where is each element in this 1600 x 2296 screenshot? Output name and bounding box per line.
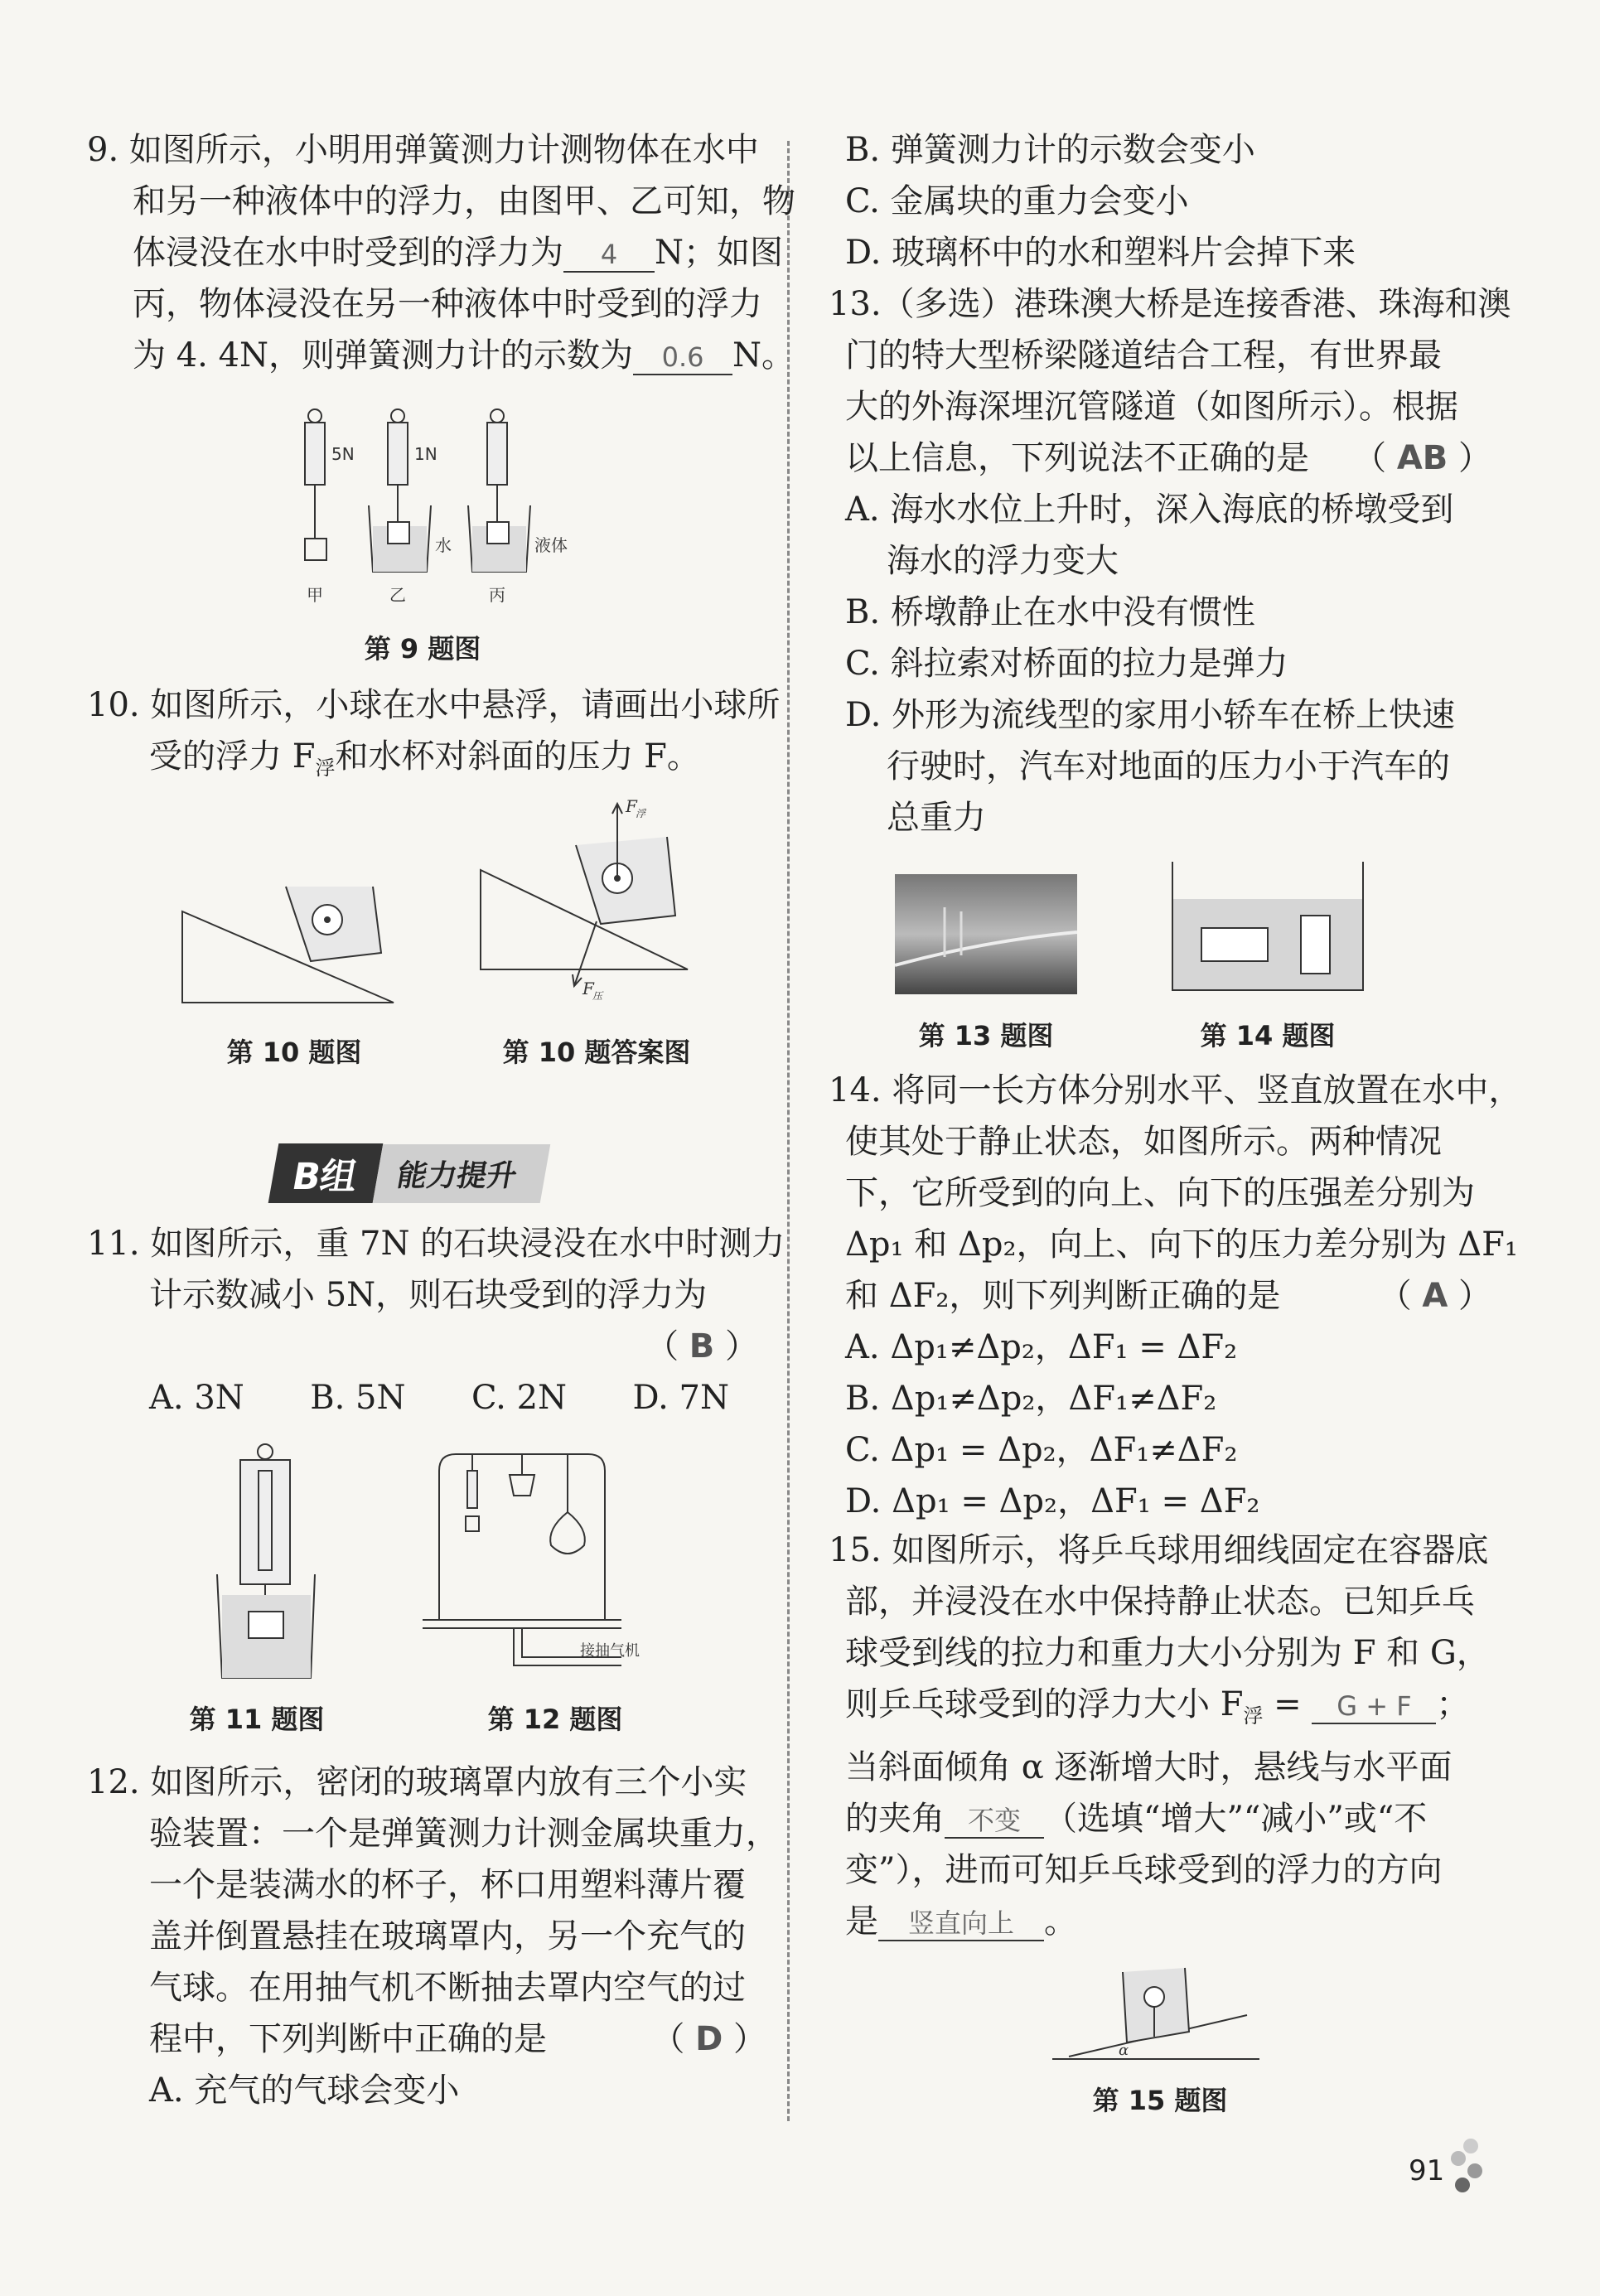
q9-line-4: 丙，物体浸没在另一种液体中时受到的浮力 (133, 285, 762, 323)
q13-caption: 第 13 题图 (918, 1020, 1054, 1051)
q13-option-a-2: 海水的浮力变大 (887, 542, 1119, 580)
q12-option-c: C. 金属块的重力会变小 (845, 182, 1189, 220)
q12-option-a: A. 充气的气球会变小 (149, 2071, 460, 2110)
q13-line-2: 门的特大型桥梁隧道结合工程，有世界最 (845, 336, 1442, 375)
q13-line-3: 大的外海深埋沉管隧道（如图所示）。根据 (845, 388, 1458, 426)
q13-option-d-2: 行驶时，汽车对地面的压力小于汽车的 (887, 747, 1450, 785)
q14-option-d: D. Δp₁ = Δp₂，ΔF₁ = ΔF₂ (845, 1482, 1260, 1520)
q9-label-yi: 乙 (389, 585, 406, 605)
q11-caption: 第 11 题图 (189, 1704, 325, 1735)
q14-line-2: 使其处于静止状态，如图所示。两种情况 (845, 1123, 1442, 1161)
q14-line-3: 下，它所受到的向上、向下的压强差分别为 (845, 1174, 1475, 1212)
q14-figure (1168, 858, 1367, 994)
q11-option-c: C. 2N (471, 1379, 568, 1417)
q15-line-3: 球受到线的拉力和重力大小分别为 F 和 G， (845, 1634, 1490, 1672)
question-12 (87, 1757, 779, 2116)
q13-option-c: C. 斜拉索对桥面的拉力是弹力 (845, 645, 1288, 683)
q14-line-5: 和 ΔF₂，则下列判断正确的是 （ A ） (829, 1270, 1491, 1322)
q9-answer-1: 4 (563, 238, 655, 273)
q15-figure (1052, 1955, 1268, 2071)
q10-figure (178, 862, 410, 1011)
q10-f-down-label: F (582, 979, 594, 998)
section-title: 能力提升 (372, 1144, 550, 1203)
q13-option-d-3: 总重力 (887, 799, 986, 837)
q14-line-1: 14. 将同一长方体分别水平、竖直放置在水中， (829, 1071, 1522, 1109)
q14-option-b: B. Δp₁≠Δp₂，ΔF₁≠ΔF₂ (845, 1380, 1217, 1418)
q9-label-1n: 1N (414, 444, 437, 464)
question-9 (87, 124, 795, 381)
q15-line-8: 是 竖直向上 。 (845, 1902, 1077, 1941)
q12-caption: 第 12 题图 (487, 1704, 623, 1735)
q15-answer-1: G + F (1312, 1689, 1436, 1724)
q12-line-1: 12. 如图所示，密闭的玻璃罩内放有三个小实 (87, 1763, 747, 1801)
q9-line-3: 体浸没在水中时受到的浮力为 4 N；如图 (133, 234, 783, 272)
q15-line-4: 则乒乓球受到的浮力大小 $F_浮 = G + F$ ； (845, 1685, 1470, 1728)
q11-options (87, 1372, 729, 1424)
q12-line-2: 验装置：一个是弹簧测力计测金属块重力， (149, 1815, 779, 1853)
q11-answer: B (689, 1327, 715, 1366)
q10-answer-caption: 第 10 题答案图 (502, 1037, 691, 1068)
q12-line-3: 一个是装满水的杯子，杯口用塑料薄片覆 (149, 1866, 746, 1904)
question-14 (829, 1065, 1522, 1527)
q12-pump-label: 接抽气机 (580, 1642, 640, 1660)
q14-answer: A (1422, 1277, 1448, 1315)
q12-option-d: D. 玻璃杯中的水和塑料片会掉下来 (845, 234, 1356, 272)
q12-answer: D (695, 2020, 723, 2058)
q9-caption: 第 9 题图 (364, 633, 481, 665)
q10-f-up-label: F (626, 796, 637, 816)
q15-line-1: 15. 如图所示，将乒乓球用细线固定在容器底 (829, 1531, 1489, 1569)
left-column (87, 124, 795, 381)
question-11 (87, 1218, 785, 1424)
q13-bridge-photo (895, 874, 1077, 994)
q15-line-7: 变”），进而可知乒乓球受到的浮力的方向 (845, 1851, 1443, 1889)
page-number: 91 (1409, 2154, 1445, 2187)
q13-option-d-1: D. 外形为流线型的家用小轿车在桥上快速 (845, 696, 1456, 734)
q14-option-a: A. Δp₁≠Δp₂，ΔF₁ = ΔF₂ (845, 1328, 1238, 1366)
q12-line-5: 气球。在用抽气机不断抽去罩内空气的过 (149, 1969, 746, 2007)
q12-line-6: 程中，下列判断中正确的是 （ D ） (87, 2013, 766, 2065)
q9-label-bing: 丙 (489, 585, 505, 605)
q14-option-c: C. Δp₁ = Δp₂，ΔF₁≠ΔF₂ (845, 1431, 1238, 1469)
q13-line-1: 13.（多选）港珠澳大桥是连接香港、珠海和澳 (829, 285, 1511, 323)
q15-answer-2: 不变 (945, 1804, 1044, 1839)
q15-line-6: 的夹角 不变 （选填“增大”“减小”或“不 (845, 1800, 1428, 1838)
q10-caption: 第 10 题图 (226, 1037, 362, 1068)
q15-answer-3: 竖直向上 (878, 1907, 1044, 1941)
question-10 (87, 679, 781, 794)
q15-line-5: 当斜面倾角 α 逐渐增大时，悬线与水平面 (845, 1748, 1453, 1786)
section-group: B组 (268, 1143, 383, 1203)
q10-line-2: 受的浮力 $F_浮$和水杯对斜面的压力 F。 (149, 737, 700, 780)
q11-answer-line: （ B ） (87, 1321, 766, 1372)
q10-answer-figure (476, 795, 708, 1011)
section-banner (273, 1143, 545, 1203)
q13-option-a-1: A. 海水水位上升时，深入海底的桥墩受到 (845, 491, 1454, 529)
q11-line-2: 计示数减小 5N，则石块受到的浮力为 (149, 1276, 708, 1314)
q14-line-4: Δp₁ 和 Δp₂，向上、向下的压力差分别为 ΔF₁ (845, 1225, 1518, 1264)
q15-line-2: 部，并浸没在水中保持静止状态。已知乒乓 (845, 1583, 1475, 1621)
q9-label-water: 水 (435, 535, 452, 555)
q15-caption: 第 15 题图 (1092, 2085, 1228, 2116)
q11-option-d: D. 7N (632, 1379, 729, 1417)
q13-option-b: B. 桥墩静止在水中没有惯性 (845, 593, 1255, 631)
q13-line-4: 以上信息，下列说法不正确的是 （ AB ） (829, 433, 1491, 484)
right-column (829, 124, 1511, 843)
q12-figure (423, 1446, 696, 1686)
q9-label-liquid: 液体 (534, 535, 568, 555)
q10-f-down-sub: 压 (592, 990, 603, 1002)
q11-figure (207, 1442, 323, 1682)
q10-line-1: 10. 如图所示，小球在水中悬浮，请画出小球所 (87, 686, 781, 724)
q9-line-5: 为 4. 4N，则弹簧测力计的示数为 0.6 N。 (133, 336, 795, 375)
question-15 (829, 1525, 1491, 1947)
q15-alpha-label: α (1119, 2042, 1129, 2059)
q9-label-jia: 甲 (307, 585, 323, 605)
q13-answer: AB (1396, 439, 1448, 477)
q9-figure (282, 406, 630, 613)
q9-label-5n: 5N (331, 444, 355, 464)
q14-caption: 第 14 题图 (1200, 1020, 1336, 1051)
question-13 (829, 278, 1511, 843)
q11-option-a: A. 3N (149, 1379, 244, 1417)
q11-line-1: 11. 如图所示，重 7N 的石块浸没在水中时测力 (87, 1225, 785, 1263)
q10-f-up-sub: 浮 (636, 808, 646, 819)
q9-answer-2: 0.6 (633, 341, 732, 375)
q9-line-1: 9. 如图所示，小明用弹簧测力计测物体在水中 (87, 131, 759, 169)
q9-line-2: 和另一种液体中的浮力，由图甲、乙可知，物 (133, 182, 795, 220)
column-divider (787, 141, 790, 2121)
q11-option-b: B. 5N (310, 1379, 406, 1417)
q12-line-4: 盖并倒置悬挂在玻璃罩内，另一个充气的 (149, 1917, 746, 1955)
q12-option-b: B. 弹簧测力计的示数会变小 (845, 131, 1255, 169)
